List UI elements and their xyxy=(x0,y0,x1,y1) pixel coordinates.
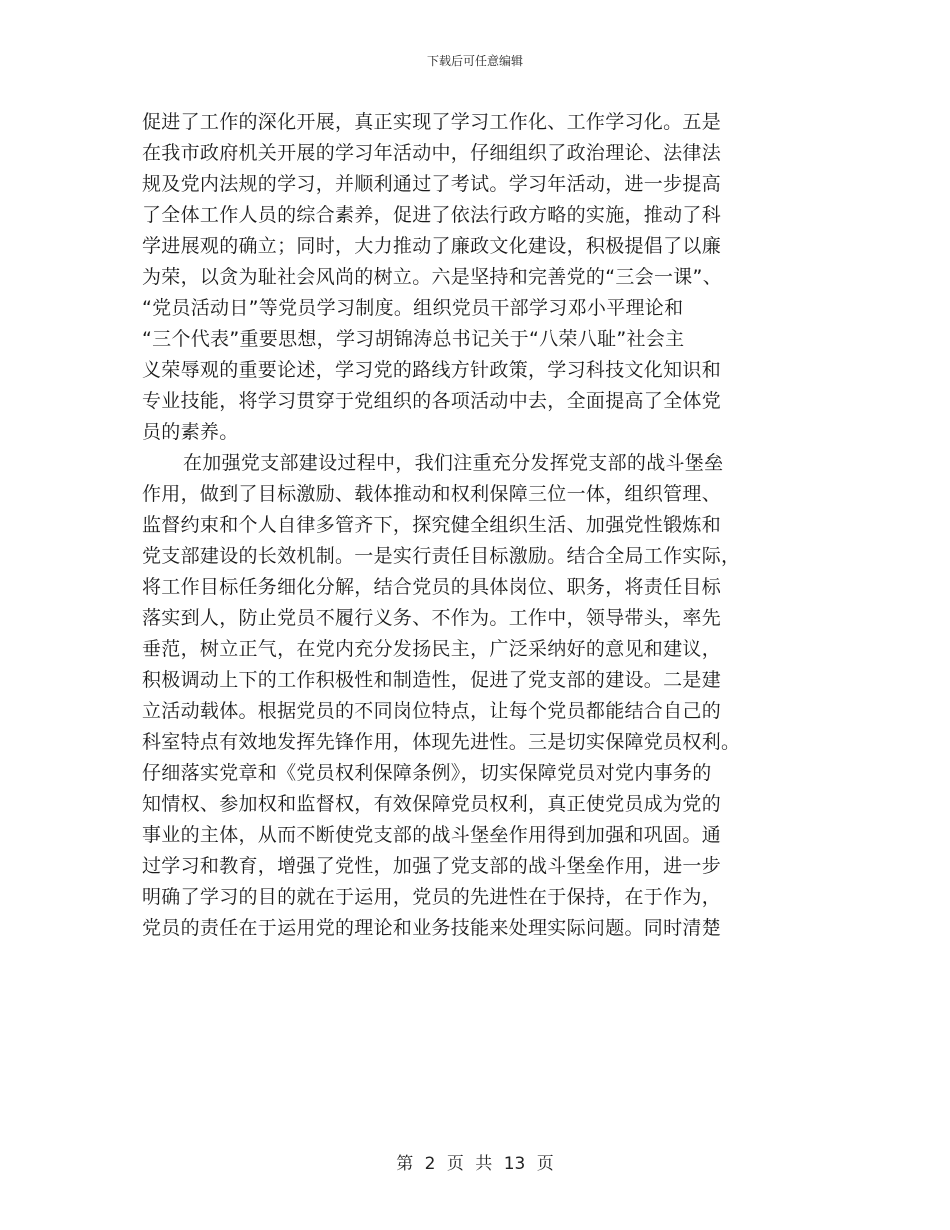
text-line: 垂范，树立正气，在党内充分发扬民主，广泛采纳好的意见和建议， xyxy=(142,638,722,660)
text-line: 学进展观的确立；同时，大力推动了廉政文化建设，积极提倡了以廉 xyxy=(142,235,722,257)
paragraph-1 xyxy=(142,107,810,448)
text-line: “党员活动日”等党员学习制度。组织党员干部学习邓小平理论和 xyxy=(142,297,684,319)
text-line: 监督约束和个人自律多管齐下，探究健全组织生活、加强党性锻炼和 xyxy=(142,514,722,536)
text-line: 义荣辱观的重要论述，学习党的路线方针政策，学习科技文化知识和 xyxy=(142,359,722,381)
text-line: 过学习和教育，增强了党性，加强了党支部的战斗堡垒作用，进一步 xyxy=(142,855,722,877)
text-line: 落实到人，防止党员不履行义务、不作为。工作中，领导带头，率先 xyxy=(142,607,722,629)
text-line: 专业技能，将学习贯穿于党组织的各项活动中去，全面提高了全体党 xyxy=(142,390,722,412)
text-line: 立活动载体。根据党员的不同岗位特点，让每个党员都能结合自己的 xyxy=(142,700,722,722)
page-header: 下载后可任意编辑 xyxy=(426,54,523,68)
text-line: 在加强党支部建设过程中，我们注重充分发挥党支部的战斗堡垒 xyxy=(183,452,724,474)
text-line: “三个代表”重要思想，学习胡锦涛总书记关于“八荣八耻”社会主 xyxy=(142,328,685,350)
text-line: 知情权、参加权和监督权，有效保障党员权利，真正使党员成为党的 xyxy=(142,793,722,815)
text-line: 作用，做到了目标激励、载体推动和权利保障三位一体，组织管理、 xyxy=(142,483,722,505)
text-line: 党支部建设的长效机制。一是实行责任目标激励。结合全局工作实际， xyxy=(142,545,741,567)
text-line: 明确了学习的目的就在于运用，党员的先进性在于保持，在于作为， xyxy=(142,886,722,908)
text-line: 规及党内法规的学习，并顺利通过了考试。学习年活动，进一步提高 xyxy=(142,173,722,195)
page-number-footer: 第 2 页 共 13 页 xyxy=(396,1154,554,1174)
text-line: 在我市政府机关开展的学习年活动中，仔细组织了政治理论、法律法 xyxy=(142,142,722,164)
text-line: 科室特点有效地发挥先锋作用，体现先进性。三是切实保障党员权利。 xyxy=(142,731,741,753)
text-line: 为荣，以贪为耻社会风尚的树立。六是坚持和完善党的“三会一课”、 xyxy=(142,266,722,288)
document-body xyxy=(142,107,810,944)
text-line: 促进了工作的深化开展，真正实现了学习工作化、工作学习化。五是 xyxy=(142,111,722,133)
text-line: 事业的主体，从而不断使党支部的战斗堡垒作用得到加强和巩固。通 xyxy=(142,824,722,846)
text-line: 积极调动上下的工作积极性和制造性，促进了党支部的建设。二是建 xyxy=(142,669,722,691)
paragraph-2 xyxy=(142,448,810,944)
text-line: 员的素养。 xyxy=(142,421,239,443)
text-line: 仔细落实党章和《党员权利保障条例》，切实保障党员对党内事务的 xyxy=(142,762,712,784)
text-line: 党员的责任在于运用党的理论和业务技能来处理实际问题。同时清楚 xyxy=(142,917,722,939)
text-line: 了全体工作人员的综合素养，促进了依法行政方略的实施，推动了科 xyxy=(142,204,722,226)
text-line: 将工作目标任务细化分解，结合党员的具体岗位、职务，将责任目标 xyxy=(142,576,722,598)
